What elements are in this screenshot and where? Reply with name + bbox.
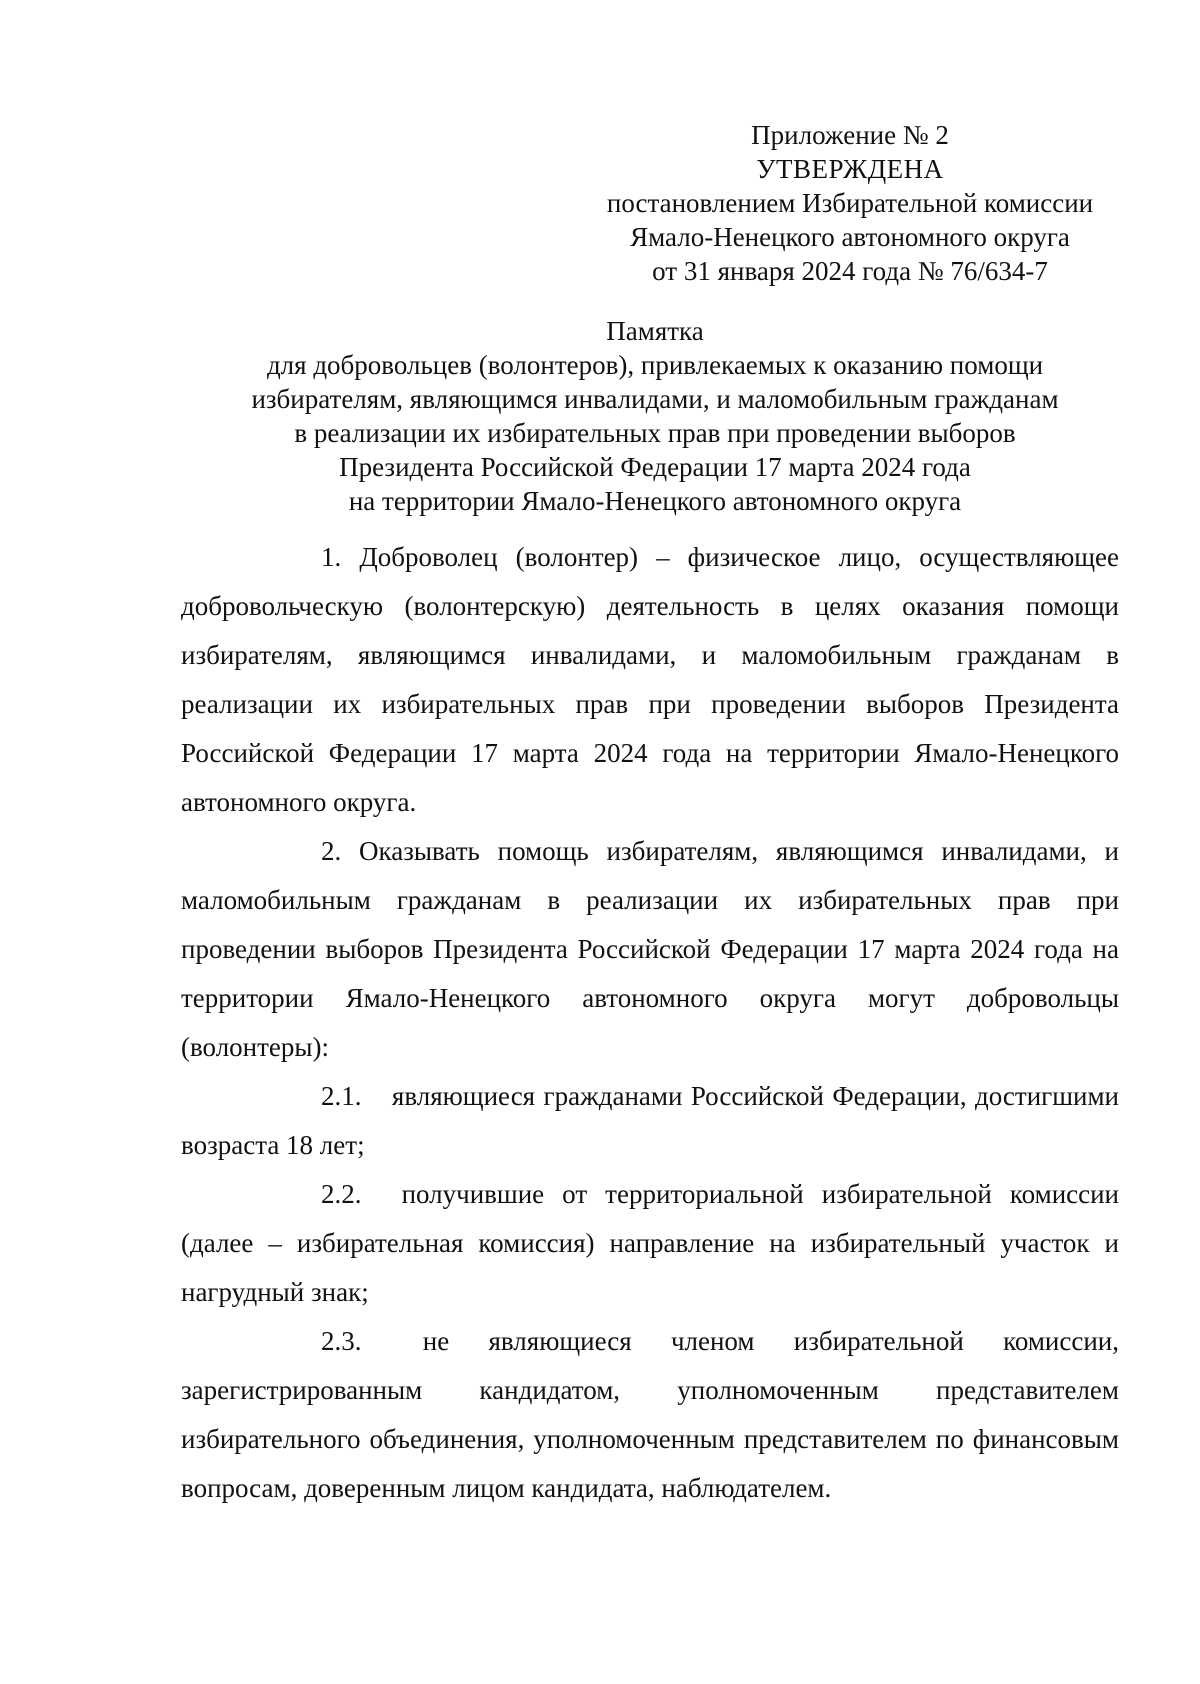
memo-subtitle-line: на территории Ямало-Ненецкого автономного округа (348, 486, 962, 516)
paragraph-2-3 (181, 1317, 1119, 1513)
paragraph-number: 2. (321, 836, 342, 866)
paragraph-2-2 (181, 1170, 1119, 1317)
approval-line-date: от 31 января 2024 года № 76/634-7 (652, 256, 1048, 286)
approval-block (600, 118, 1100, 288)
paragraph-2 (181, 827, 1119, 1072)
memo-heading (160, 314, 1150, 518)
paragraph-number: 2.1. (321, 1081, 362, 1111)
paragraph-text: получившие от территориальной избирательной комиссии (далее – избирательная комиссия) направление на избирательный участок и нагрудный знак; (181, 1179, 1120, 1307)
appendix-number: Приложение № 2 (751, 120, 949, 150)
paragraph-number: 2.3. (321, 1326, 362, 1356)
paragraph-1 (181, 533, 1119, 827)
memo-subtitle-line: избирателям, являющимся инвалидами, и маломобильным гражданам (251, 384, 1059, 414)
paragraph-text: являющиеся гражданами Российской Федерации, достигшими возраста 18 лет; (181, 1081, 1119, 1160)
approved-stamp: УТВЕРЖДЕНА (756, 154, 944, 184)
memo-subtitle-line: для добровольцев (волонтеров), привлекаемых к оказанию помощи (266, 350, 1044, 380)
memo-subtitle-line: Президента Российской Федерации 17 марта 2024 года (339, 452, 971, 482)
paragraph-text: не являющиеся членом избирательной комиссии, зарегистрированным кандидатом, уполномоченным представителем избирательного объединения, уполномоченным представителем по финансовым вопросам, доверенным лицом кандидата, наблюдателем. (181, 1326, 1119, 1503)
paragraph-text: Доброволец (волонтер) – физическое лицо, осуществляющее добровольческую (волонтерскую) деятельность в целях оказания помощи избирателям, являющимся инвалидами, и маломобильным гражданам в реализации их избирательных прав при проведении выборов Президента Российской Федерации 17 марта 2024 года на территории Ямало-Ненецкого автономного округа. (181, 542, 1119, 817)
memo-title: Памятка (606, 316, 704, 346)
memo-subtitle-line: в реализации их избирательных прав при проведении выборов (294, 418, 1016, 448)
approval-line-resolution: постановлением Избирательной комиссии (606, 188, 1094, 218)
paragraph-number: 2.2. (321, 1179, 362, 1209)
paragraph-text: Оказывать помощь избирателям, являющимся инвалидами, и маломобильным гражданам в реализации их избирательных прав при проведении выборов Президента Российской Федерации 17 марта 2024 года на территории Ямало-Ненецкого автономного округа могут добровольцы (волонтеры): (181, 836, 1119, 1062)
document-body (181, 533, 1119, 1513)
paragraph-2-1 (181, 1072, 1119, 1170)
paragraph-number: 1. (321, 542, 342, 572)
approval-line-region: Ямало-Ненецкого автономного округа (630, 222, 1070, 252)
